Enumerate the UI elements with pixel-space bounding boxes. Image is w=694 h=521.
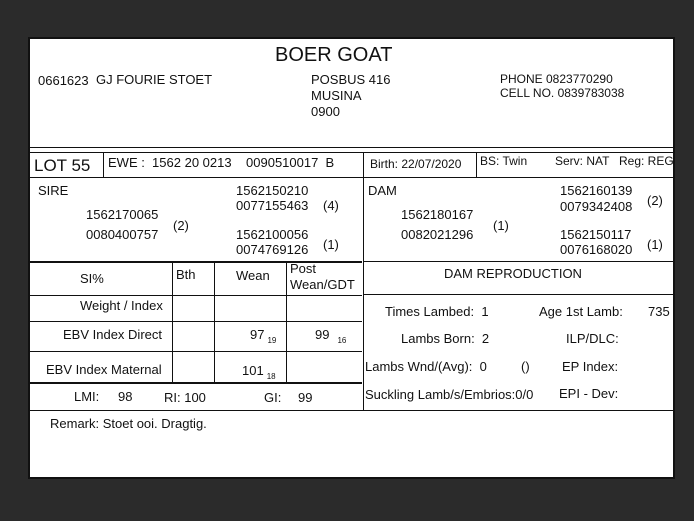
ri-value: RI: 100 — [164, 390, 206, 405]
birth-status: BS: Twin — [480, 154, 528, 168]
divider — [30, 321, 362, 322]
dam-gd1-id-1: 1562160139 — [560, 183, 633, 198]
divider — [363, 177, 364, 385]
divider — [363, 152, 364, 177]
lambs-weaned: Lambs Wnd/(Avg): 0 — [365, 359, 487, 374]
remark: Remark: Stoet ooi. Dragtig. — [50, 416, 207, 431]
divider — [30, 382, 362, 384]
ep-index: EP Index: — [562, 359, 619, 374]
ebv-direct-wean-accuracy: 19 — [267, 336, 277, 345]
sire-gs2-count: (1) — [323, 237, 339, 252]
lot-number: LOT 55 — [34, 156, 91, 175]
divider — [103, 152, 104, 177]
birth-date: Birth: 22/07/2020 — [370, 157, 462, 171]
ilp-dlc: ILP/DLC: — [566, 331, 619, 346]
sire-gs1-count: (4) — [323, 198, 339, 213]
address-line-1: POSBUS 416 — [311, 72, 391, 87]
cell-phone: CELL NO. 0839783038 — [500, 86, 625, 100]
sire-gs2-id-1: 1562100056 — [236, 227, 309, 242]
divider — [172, 261, 173, 382]
dam-gd2-count: (1) — [647, 237, 663, 252]
gi-label: GI: — [264, 390, 282, 405]
divider — [30, 152, 675, 153]
sire-id-1: 1562170065 — [86, 207, 159, 222]
ebv-direct-post-accuracy: 16 — [337, 336, 347, 345]
divider — [30, 410, 675, 411]
lambs-weaned-avg: () — [521, 359, 530, 374]
address-line-2: MUSINA — [311, 88, 362, 103]
col-header-wean: Wean — [236, 268, 270, 283]
sire-gs1-id-2: 0077155463 — [236, 198, 309, 213]
phone: PHONE 0823770290 — [500, 72, 613, 86]
sire-label: SIRE — [38, 183, 69, 198]
dam-repro-title: DAM REPRODUCTION — [444, 266, 582, 281]
dam-id-2: 0082021296 — [401, 227, 474, 242]
epi-dev: EPI - Dev: — [559, 386, 619, 401]
col-header-bth: Bth — [176, 267, 196, 282]
divider — [363, 385, 364, 410]
card-title: BOER GOAT — [275, 44, 393, 66]
divider — [30, 177, 675, 178]
age-first-lamb-value: 735 — [648, 304, 670, 319]
ebv-maternal-wean-accuracy: 18 — [266, 372, 276, 381]
divider — [363, 294, 675, 295]
divider — [363, 261, 675, 262]
divider — [286, 261, 287, 382]
divider — [30, 351, 362, 352]
sire-count: (2) — [173, 218, 189, 233]
lot-card — [28, 37, 675, 479]
ebv-maternal-wean — [242, 363, 276, 380]
lmi-label: LMI: — [74, 389, 100, 404]
row-ebv-direct: EBV Index Direct — [63, 327, 162, 342]
col-header-si: SI% — [80, 271, 104, 286]
ebv-direct-post — [315, 327, 346, 344]
ebv-direct-post-value: 99 — [315, 327, 330, 342]
sire-id-2: 0080400757 — [86, 227, 159, 242]
ebv-direct-wean-value: 97 — [250, 327, 265, 342]
divider — [214, 261, 215, 382]
dam-gd1-id-2: 0079342408 — [560, 199, 633, 214]
divider — [476, 152, 477, 177]
dam-gd2-id-2: 0076168020 — [560, 242, 633, 257]
divider — [30, 147, 675, 148]
divider — [30, 295, 362, 296]
dam-count: (1) — [493, 218, 509, 233]
row-weight-index: Weight / Index — [80, 298, 163, 313]
suckling-embrios: Suckling Lamb/s/Embrios:0/0 — [365, 387, 534, 402]
ewe-id: EWE : 1562 20 0213 0090510017 B — [108, 155, 335, 170]
ebv-direct-wean — [250, 327, 276, 344]
dam-gd1-count: (2) — [647, 193, 663, 208]
col-header-post-gdt: Wean/GDT — [290, 277, 355, 292]
address-line-3: 0900 — [311, 104, 340, 119]
gi-value: 99 — [298, 390, 313, 405]
row-ebv-maternal: EBV Index Maternal — [46, 362, 162, 377]
sire-gs1-id-1: 1562150210 — [236, 183, 309, 198]
service-type: Serv: NAT — [555, 154, 610, 168]
lmi-value: 98 — [118, 389, 133, 404]
breeder-name: GJ FOURIE STOET — [96, 72, 213, 87]
registration: Reg: REG — [619, 154, 674, 168]
dam-label: DAM — [368, 183, 397, 198]
dam-id-1: 1562180167 — [401, 207, 474, 222]
breeder-id: 0661623 — [38, 73, 89, 88]
times-lambed: Times Lambed: 1 — [385, 304, 489, 319]
ebv-maternal-wean-value: 101 — [242, 363, 264, 378]
dam-gd2-id-1: 1562150117 — [560, 227, 632, 242]
col-header-post: Post — [290, 261, 317, 276]
lambs-born: Lambs Born: 2 — [401, 331, 490, 346]
sire-gs2-id-2: 0074769126 — [236, 242, 309, 257]
age-first-lamb-label: Age 1st Lamb: — [539, 304, 623, 319]
